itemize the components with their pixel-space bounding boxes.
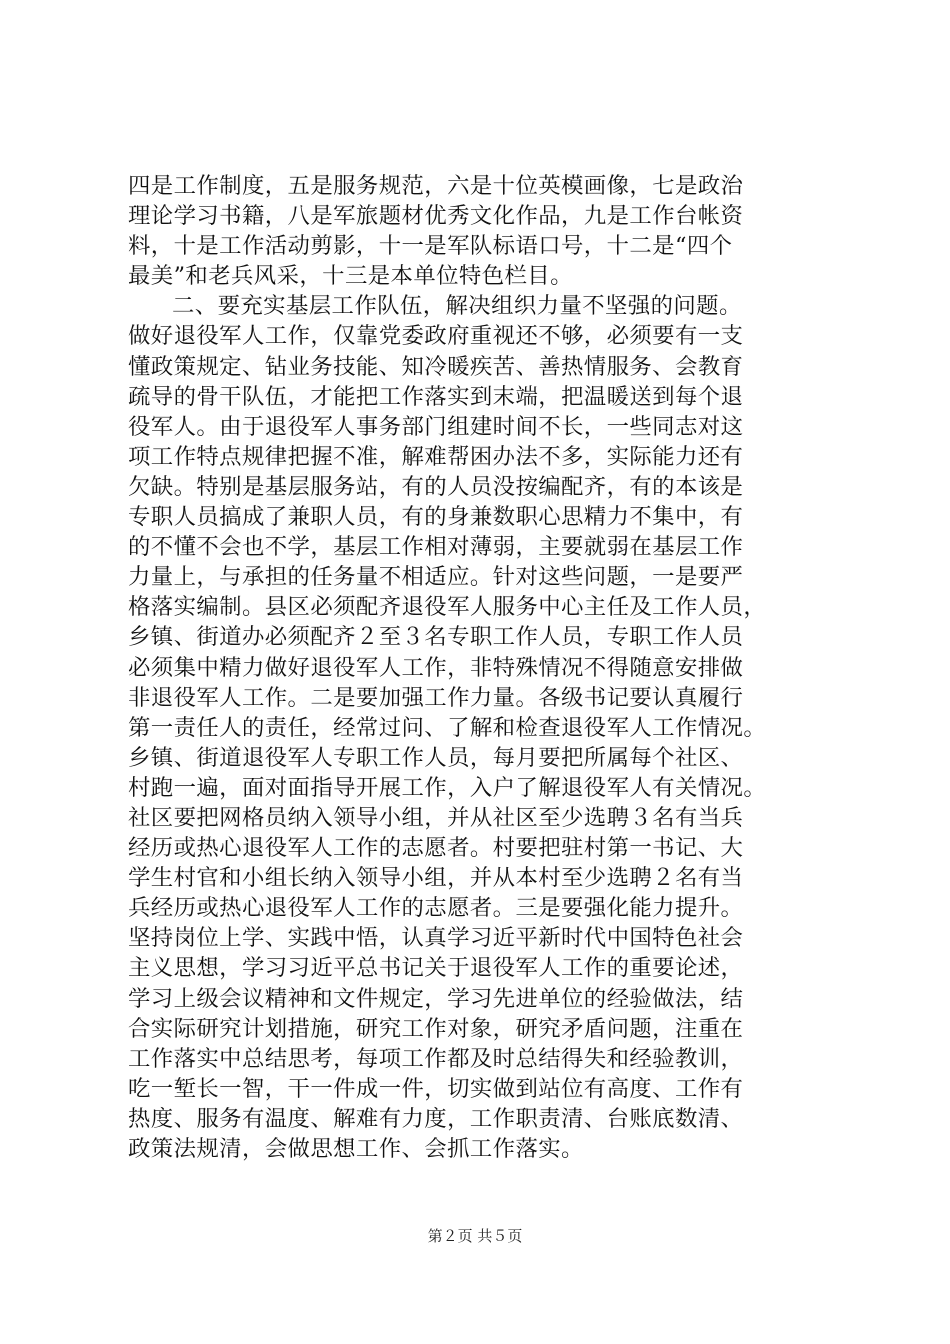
paragraph-line: 政策法规清，会做思想工作、会抓工作落实。	[128, 1136, 584, 1162]
paragraph-line: 力量上，与承担的任务量不相适应。针对这些问题，一是要严	[128, 564, 744, 591]
paragraph-line: 非退役军人工作。二是要加强工作力量。各级书记要认真履行	[128, 684, 744, 711]
paragraph-line: 第一责任人的责任，经常过问、了解和检查退役军人工作情况。	[128, 714, 767, 741]
paragraph-line: 兵经历或热心退役军人工作的志愿者。三是要强化能力提升。	[128, 895, 744, 922]
paragraph-line: 专职人员搞成了兼职人员，有的身兼数职心思精力不集中，有	[128, 504, 744, 531]
paragraph-line: 工作落实中总结思考，每项工作都及时总结得失和经验教训，	[128, 1045, 744, 1072]
paragraph-line: 格落实编制。县区必须配齐退役军人服务中心主任及工作人员，	[128, 594, 767, 621]
paragraph-line: 乡镇、街道办必须配齐２至３名专职工作人员，专职工作人员	[128, 624, 744, 651]
paragraph-line: 经历或热心退役军人工作的志愿者。村要把驻村第一书记、大	[128, 835, 744, 862]
paragraph-line: 学习上级会议精神和文件规定，学习先进单位的经验做法，结	[128, 985, 744, 1012]
paragraph-line: 学生村官和小组长纳入领导小组，并从本村至少选聘２名有当	[128, 865, 744, 892]
paragraph-line: 疏导的骨干队伍，才能把工作落实到末端，把温暖送到每个退	[128, 383, 744, 410]
document-body	[128, 171, 838, 1164]
paragraph-line: 合实际研究计划措施，研究工作对象，研究矛盾问题，注重在	[128, 1015, 744, 1042]
paragraph-line: 欠缺。特别是基层服务站，有的人员没按编配齐，有的本该是	[128, 473, 744, 500]
paragraph-line: 役军人。由于退役军人事务部门组建时间不长，一些同志对这	[128, 413, 744, 440]
paragraph-line: 四是工作制度，五是服务规范，六是十位英模画像，七是政治	[128, 173, 744, 199]
paragraph-line: 理论学习书籍，八是军旅题材优秀文化作品，九是工作台帐资	[128, 203, 744, 230]
paragraph-line: 社区要把网格员纳入领导小组，并从社区至少选聘３名有当兵	[128, 804, 744, 831]
section-heading-line: 二、要充实基层工作队伍，解决组织力量不坚强的问题。	[172, 293, 742, 320]
paragraph-line: 吃一堑长一智，干一件成一件，切实做到站位有高度、工作有	[128, 1075, 744, 1102]
paragraph-line: 项工作特点规律把握不准，解难帮困办法不多，实际能力还有	[128, 443, 744, 470]
paragraph-line: 乡镇、街道退役军人专职工作人员，每月要把所属每个社区、	[128, 744, 744, 771]
paragraph-line: 村跑一遍，面对面指导开展工作，入户了解退役军人有关情况。	[128, 774, 767, 801]
paragraph-line: 懂政策规定、钻业务技能、知冷暖疾苦、善热情服务、会教育	[128, 353, 744, 380]
paragraph-line: 料，十是工作活动剪影，十一是军队标语口号，十二是“四个	[128, 233, 733, 260]
paragraph-line: 做好退役军人工作，仅靠党委政府重视还不够，必须要有一支	[128, 323, 744, 350]
paragraph-line: 的不懂不会也不学，基层工作相对薄弱，主要就弱在基层工作	[128, 534, 744, 561]
page-number: 第２页 共５页	[427, 1227, 523, 1245]
paragraph-line: 热度、服务有温度、解难有力度，工作职责清、台账底数清、	[128, 1105, 744, 1132]
paragraph-line: 必须集中精力做好退役军人工作，非特殊情况不得随意安排做	[128, 654, 744, 681]
paragraph-line: 主义思想，学习习近平总书记关于退役军人工作的重要论述，	[128, 955, 744, 982]
paragraph-line: 坚持岗位上学、实践中悟，认真学习近平新时代中国特色社会	[128, 925, 744, 952]
paragraph-line: 最美”和老兵风采，十三是本单位特色栏目。	[128, 263, 573, 290]
